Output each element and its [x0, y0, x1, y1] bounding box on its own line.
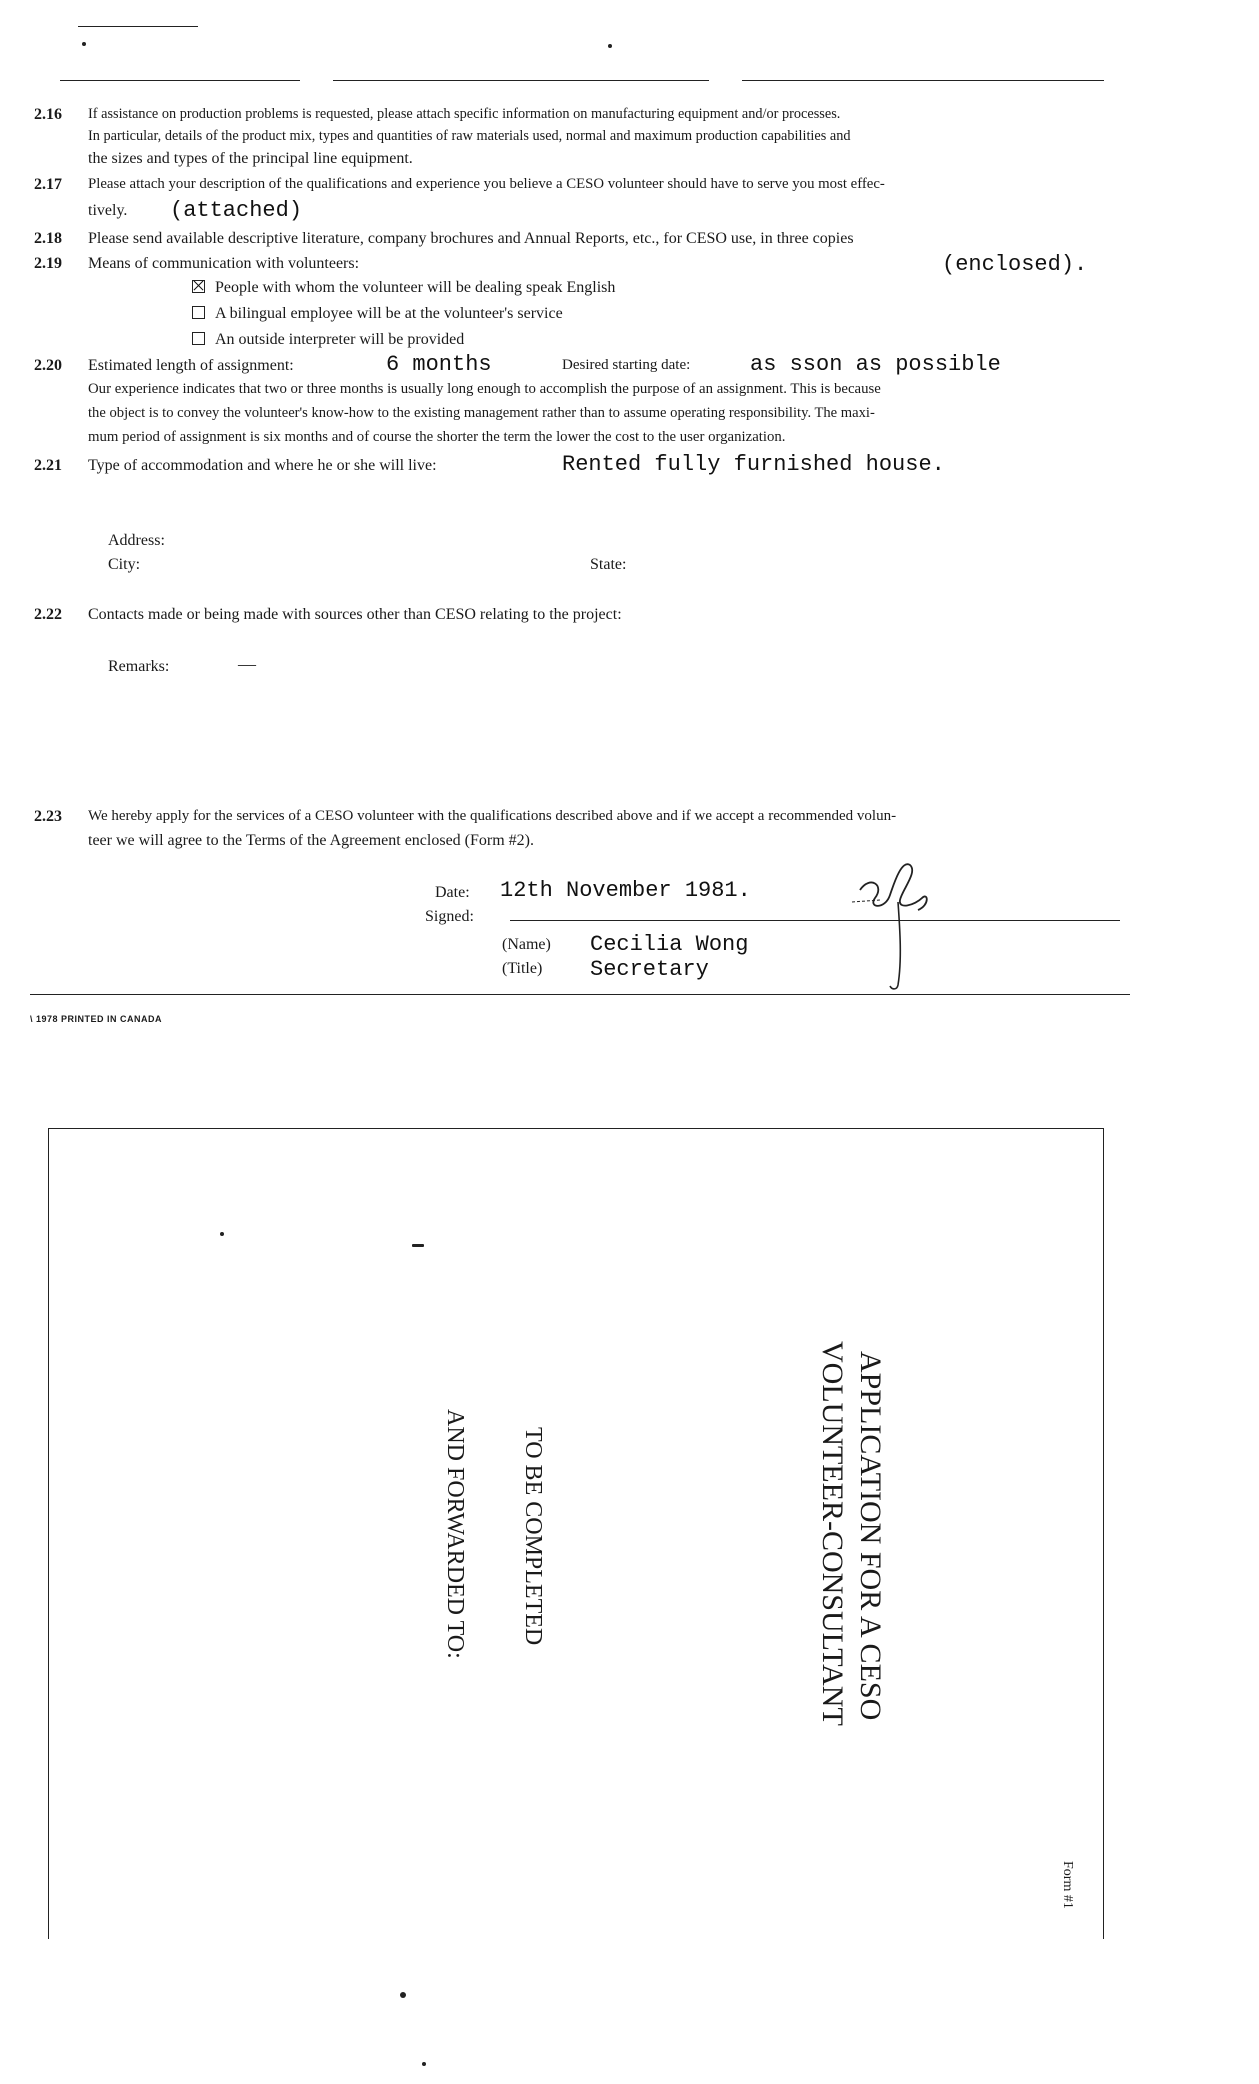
item-number-2-20: 2.20 — [34, 357, 62, 374]
item-2-16-line-2: In particular, details of the product mix, types and quantities of raw materials used, normal and maximum production capabilities and — [88, 128, 851, 144]
option-outside-interpreter-label: An outside interpreter will be provided — [215, 331, 465, 348]
scan-speck — [608, 44, 612, 48]
name-value: Cecilia Wong — [590, 932, 749, 957]
scan-speck — [220, 1232, 224, 1236]
scan-speck — [412, 1244, 424, 1247]
item-2-20-line-4: mum period of assignment is six months and of course the shorter the term the lower the cost to the user organization. — [88, 429, 786, 445]
handwritten-signature-icon — [840, 850, 950, 995]
item-2-23-line-2: teer we will agree to the Terms of the Agreement enclosed (Form #2). — [88, 832, 534, 849]
scan-speck — [82, 42, 86, 46]
city-label: City: — [108, 556, 141, 573]
item-2-23-line-1: We hereby apply for the services of a CESO volunteer with the qualifications described above and if we accept a recommended volun- — [88, 808, 897, 824]
title-label: (Title) — [502, 960, 543, 977]
address-label: Address: — [108, 532, 165, 549]
item-2-18-typed-answer: (enclosed). — [942, 252, 1088, 277]
desired-start-value: as sson as possible — [750, 352, 1001, 377]
item-2-20-line-1: Estimated length of assignment: — [88, 357, 294, 374]
form-number-label: Form #1 — [1060, 1861, 1075, 1909]
item-2-16-line-3: the sizes and types of the principal line equipment. — [88, 150, 413, 167]
option-outside-interpreter[interactable] — [192, 331, 464, 349]
item-2-18-line-1: Please send available descriptive literature, company brochures and Annual Reports, etc., for CESO use, in three copies — [88, 230, 854, 247]
item-2-17-line-1: Please attach your description of the qualifications and experience you believe a CESO volunteer should have to serve you most effec- — [88, 176, 885, 192]
remarks-label: Remarks: — [108, 658, 170, 675]
signature-line — [510, 920, 1120, 921]
item-number-2-17: 2.17 — [34, 176, 62, 193]
checkbox-empty-icon[interactable] — [192, 332, 205, 345]
item-2-20-line-3: the object is to convey the volunteer's know-how to the existing management rather than to assume operating responsibility. The maxi- — [88, 405, 875, 421]
checkbox-checked-icon[interactable] — [192, 280, 205, 293]
item-2-17-line-2: tively. — [88, 202, 128, 219]
scan-speck — [422, 2062, 426, 2066]
header-rule-left — [60, 80, 300, 81]
assignment-length-value: 6 months — [386, 352, 492, 377]
date-label: Date: — [435, 884, 470, 901]
option-speak-english-label: People with whom the volunteer will be dealing speak English — [215, 279, 616, 296]
option-speak-english[interactable] — [192, 279, 615, 297]
cover-page — [48, 1128, 1104, 1939]
accommodation-typed-answer: Rented fully furnished house. — [562, 452, 945, 477]
cover-title-line-2: VOLUNTEER-CONSULTANT — [816, 1341, 849, 1726]
name-label: (Name) — [502, 936, 551, 953]
item-2-20-line-2: Our experience indicates that two or three months is usually long enough to accomplish the purpose of an assignment. This is because — [88, 381, 881, 397]
desired-start-label: Desired starting date: — [562, 357, 691, 373]
to-be-completed-text: TO BE COMPLETED — [520, 1427, 546, 1646]
option-bilingual-employee[interactable] — [192, 305, 563, 323]
forwarded-to-text: AND FORWARDED TO: — [442, 1409, 468, 1659]
cover-title-line-1: APPLICATION FOR A CESO — [854, 1351, 887, 1721]
signed-label: Signed: — [425, 908, 474, 925]
item-2-19-line-1: Means of communication with volunteers: — [88, 255, 360, 272]
item-number-2-23: 2.23 — [34, 808, 62, 825]
item-number-2-22: 2.22 — [34, 606, 62, 623]
header-top-rule — [78, 26, 198, 27]
checkbox-empty-icon[interactable] — [192, 306, 205, 319]
item-number-2-19: 2.19 — [34, 255, 62, 272]
title-value: Secretary — [590, 957, 709, 982]
state-label: State: — [590, 556, 627, 573]
item-2-22-line-1: Contacts made or being made with sources other than CESO relating to the project: — [88, 606, 622, 623]
footer-rule — [30, 994, 1130, 995]
item-number-2-16: 2.16 — [34, 106, 62, 123]
header-rule-right — [742, 80, 1104, 81]
item-2-17-typed-answer: (attached) — [170, 198, 303, 223]
remarks-value: — — [238, 654, 256, 674]
item-number-2-18: 2.18 — [34, 230, 62, 247]
item-2-16-line-1: If assistance on production problems is requested, please attach specific information on manufacturing equipment and/or processes. — [88, 106, 841, 122]
option-bilingual-employee-label: A bilingual employee will be at the volunteer's service — [215, 305, 563, 322]
header-rule-middle — [333, 80, 709, 81]
printed-in-canada: \ 1978 PRINTED IN CANADA — [30, 1014, 163, 1024]
scan-speck — [400, 1992, 406, 1998]
date-value: 12th November 1981. — [500, 878, 751, 903]
item-2-21-line-1: Type of accommodation and where he or she will live: — [88, 457, 437, 474]
item-number-2-21: 2.21 — [34, 457, 62, 474]
